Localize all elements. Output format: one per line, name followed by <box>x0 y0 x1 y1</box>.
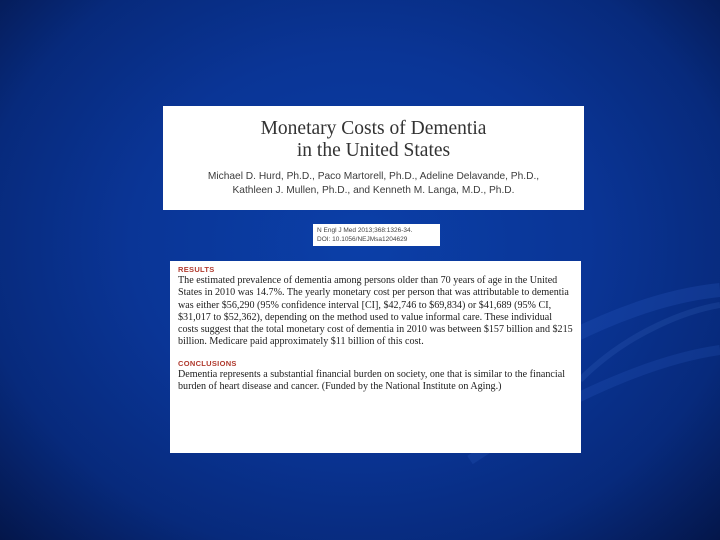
results-heading: RESULTS <box>178 265 215 274</box>
abstract-excerpt-image <box>170 261 581 453</box>
author-line-1: Michael D. Hurd, Ph.D., Paco Martorell, Ph.D., Adeline Delavande, Ph.D., <box>207 171 540 182</box>
article-title-line-1: Monetary Costs of Dementia <box>260 118 487 139</box>
conclusions-text: Dementia represents a substantial financial burden on society, one that is similar to the financial burden of heart disease and cancer. (Funded by the National Institute on Aging.) <box>178 368 565 393</box>
journal-citation: N Engl J Med 2013;368:1326-34. <box>317 227 413 234</box>
author-list <box>163 170 584 197</box>
conclusions-heading: CONCLUSIONS <box>178 358 237 368</box>
author-line-2: Kathleen J. Mullen, Ph.D., and Kenneth M. Langa, M.D., Ph.D. <box>232 184 515 196</box>
doi-citation: DOI: 10.1056/NEJMsa1204629 <box>317 236 408 243</box>
article-title-line-2: in the United States <box>296 140 451 161</box>
citation-image <box>313 224 440 246</box>
article-header-image <box>163 106 584 210</box>
article-title <box>163 118 584 162</box>
results-text: The estimated prevalence of dementia among persons older than 70 years of age in the United States in 2010 was 14.7%. The yearly monetary cost per person that was attributable to dementia was either $56,290 (95% confidence interval [CI], $42,746 to $69,834) or $41,689 (95% CI, $31,017 to $52,362), depending on the method used to value informal care. These individual costs suggest that the total monetary cost of dementia in 2010 was between $157 billion and $215 billion. Medicare paid approximately $11 billion of this cost. <box>178 275 573 348</box>
